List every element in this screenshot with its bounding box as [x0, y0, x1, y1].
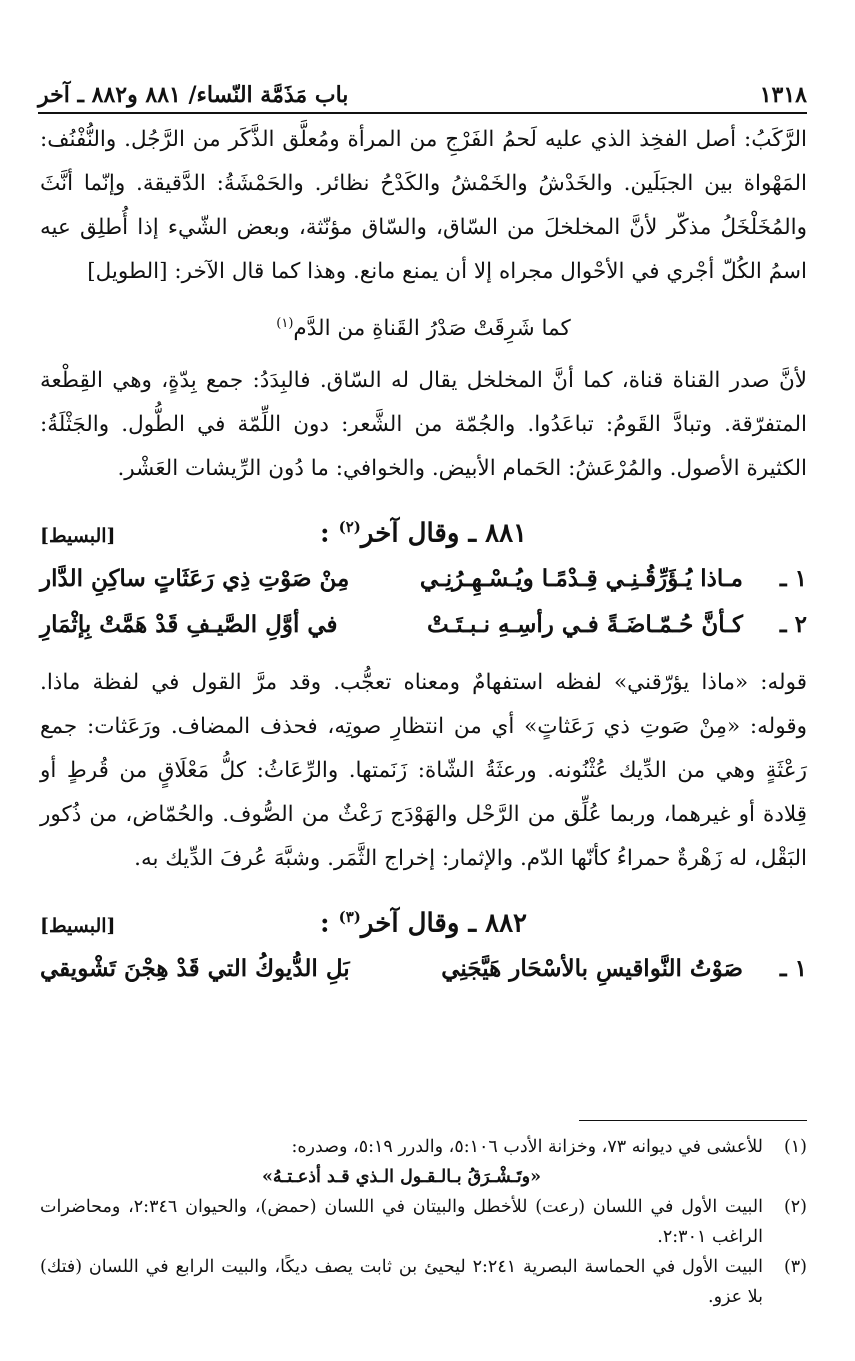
page-number: ١٣١٨ [759, 82, 807, 108]
verse-first-hemistich: مـاذا يُـؤَرِّقُـنِـي قِـدْمًـا ويُـسْـهِـرُنِـي [419, 565, 743, 593]
verse-line [40, 947, 807, 993]
footnote-number: (٣) [783, 1257, 807, 1277]
verse-second-hemistich: في أوَّلِ الصَّيـفِ قَدْ هَمَّتْ بِإثْمَارِ [40, 611, 338, 639]
footnote-text: البيت الأول في اللسان (رعت) للأخطل والبيتان في اللسان (حمض)، والحيوان ٢:٣٤٦، ومحاضرات الراغب ٢:٣٠١. [40, 1197, 763, 1247]
meter-label: [البسيط] [40, 524, 116, 547]
verse-first-hemistich: صَوْتُ النَّواقيسِ بالأسْحَار هَيَّجَنِي [441, 955, 743, 983]
footnote-text: البيت الأول في الحماسة البصرية ٢:٢٤١ ليحيئ بن ثابت يصف ديكًا، والبيت الرابع في اللسان (فتك) بلا عزو. [40, 1257, 763, 1307]
footnote [40, 1192, 807, 1252]
verse-line [40, 557, 807, 603]
poem-title-text: ٨٨٢ ـ وقال آخر [360, 908, 528, 939]
footnotes [40, 1132, 807, 1312]
footnote-ref: (٢) [338, 518, 361, 537]
verse-number: ٢ ـ [779, 611, 807, 639]
main-text [40, 118, 807, 993]
verse-line [40, 603, 807, 649]
page-header [38, 60, 807, 114]
verse-second-hemistich: بَلِ الدُّيوكُ التي قَدْ هِجْنَ تَشْويقي [40, 955, 350, 983]
footnote-text [40, 1132, 763, 1192]
explanation-paragraph: لأنَّ صدر القناة قناة، كما أنَّ المخلخل يقال له السّاق. فالبِدَدُ: جمع بِدّةٍ، وهي القِطْعة المتفرّقة. وتبادَّ القَومُ: تباعَدُوا. والجُمّة من الشَّعر: دون اللِّمّة في الطُّول. والجَثْلَةُ: الكثيرة الأصول. والمُرْعَشُ: الحَمام الأبيض. والخوافي: ما دُون الرِّيشات العَشْر. [40, 368, 807, 482]
footnote-body: للأعشى في ديوانه ٧٣، وخزانة الأدب ٥:١٠٦، والدرر ٥:١٩، وصدره: [291, 1137, 763, 1157]
footnote [40, 1132, 807, 1192]
intro-paragraph: الرَّكَبُ: أصل الفخِذ الذي عليه لَحمُ الفَرْجِ من المرأة ومُعلَّق الذَّكَر من الرَّجُل. والنُّفْنُف: المَهْواة بين الجبَلَين. والخَدْشُ والخَمْشُ والكَدْحُ نظائر. والحَمْشَةُ: الدَّقيقة. وإنّما أنَّثَ والمُخَلْخَلُ مذكّر لأنَّ المخلخلَ من السّاق، والسّاق مؤنّثة، وبعض الشّيء إذا أُطلِق عيه اسمُ الكُلّ أجْري في الأحْوال مجراه إلا أن يمنع مانع. وهذا كما قال الآخر: [الطويل] [40, 127, 807, 284]
footnote-divider [579, 1120, 807, 1121]
poem-title: ٨٨١ ـ وقال آخر$^{(٢)}$ : [319, 518, 528, 549]
commentary-paragraph: قوله: «ماذا يؤرّقني» لفظه استفهامٌ ومعناه تعجُّب. وقد مرَّ القول في لفظة ماذا. وقوله: «مِنْ صَوتِ ذي رَعَثاتٍ» أي من انتظارِ صوتِه، فحذف المضاف. ورَعَثات: جمع رَعْثَةٍ وهي من الدِّيك عُثْنُونه. ورعثَةُ الشّاة: زَنَمتها. والرِّعَاثُ: كلُّ مَعْلَاقٍ من قُرطٍ أو قِلادة أو غيرهما، وربما عُلِّق من الرَّحْل والهَوْدَج رَعْثٌ من الصُّوف. والحُمّاض، من ذُكور البَقْل، له زَهْرةٌ حمراءُ كأنّها الدّم. والإثمار: إخراج الثَّمَر. وشبَّهَ عُرفَ الدِّيك به. [40, 670, 807, 872]
poem-title: ٨٨٢ ـ وقال آخر$^{(٣)}$ : [319, 908, 528, 939]
verse-first-hemistich: كـأنَّ حُـمّـاضَـةً فـي رأسِـهِ نـبـتَـتْ [426, 611, 743, 639]
verse-number: ١ ـ [779, 565, 807, 593]
poem-title-text: ٨٨١ ـ وقال آخر [360, 518, 528, 549]
meter-label: [البسيط] [40, 914, 116, 937]
poem-882-heading [40, 895, 807, 947]
footnote-ref: (١) [276, 316, 294, 331]
footnote-ref: (٣) [338, 908, 361, 927]
quoted-hemistich [40, 302, 807, 351]
footnote-number: (٢) [783, 1197, 807, 1217]
running-title: باب مَذَمَّة النّساء/ ٨٨١ و٨٨٢ ـ آخر [38, 82, 349, 108]
quote-text: كما شَرِقَتْ صَدْرُ القَناةِ من الدَّم [293, 316, 571, 342]
footnote [40, 1252, 807, 1312]
verse-second-hemistich: مِنْ صَوْتِ ذِي رَعَثَاتٍ ساكِنِ الدَّار [40, 565, 350, 593]
footnote-quote: «وتَـشْـرَقُ بـالـقـول الـذي قـد أذعـتـهُ» [261, 1167, 542, 1187]
footnote-number: (١) [783, 1137, 807, 1157]
verse-number: ١ ـ [779, 955, 807, 983]
poem-881-heading [40, 505, 807, 557]
